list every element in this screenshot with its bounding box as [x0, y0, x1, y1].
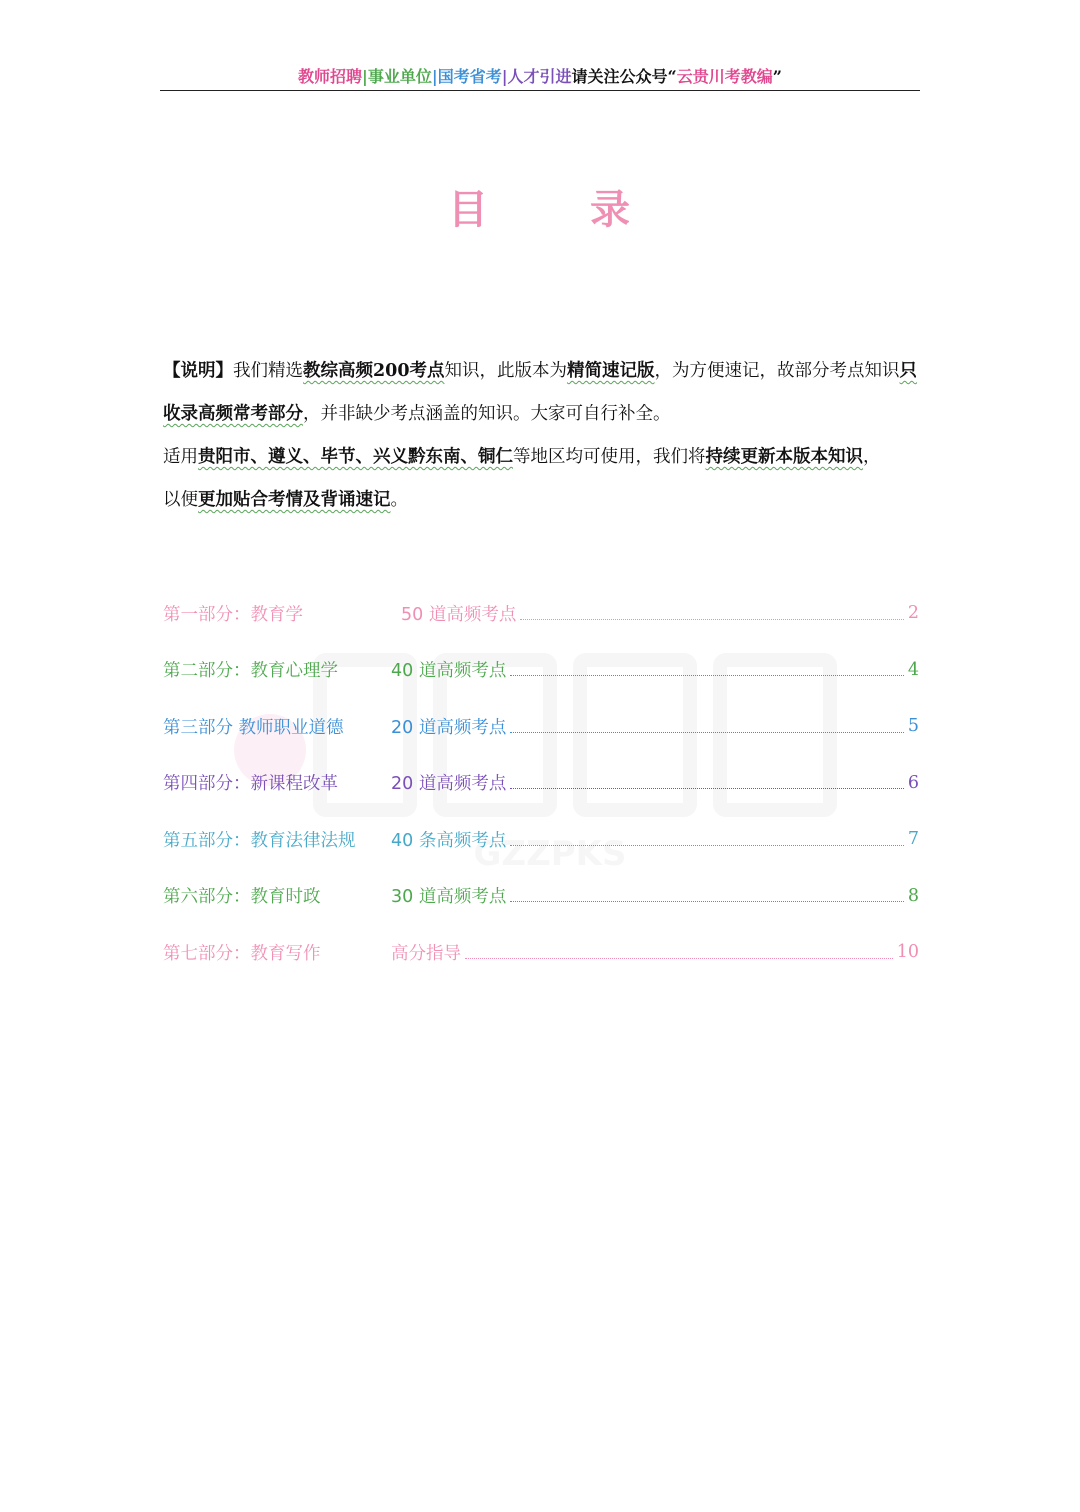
note-text: 以便 [163, 490, 198, 510]
toc-page-number: 8 [907, 885, 919, 906]
header-account-name: 云贵川考教编 [676, 67, 773, 86]
note-highlight: 只收录高频常考部分 [163, 361, 918, 424]
toc-dot-leader [510, 788, 904, 789]
header-separator: | [431, 67, 438, 86]
note-text: 知识，此版本为 [444, 361, 568, 381]
header-segment: 人才引进 [507, 67, 572, 86]
toc-part-title: 第五部分：教育法律法规 [163, 830, 356, 851]
toc-description: 30 道高频考点 [391, 887, 507, 908]
page-title [0, 178, 1080, 235]
title-char-1: 目 [448, 187, 490, 233]
note-text: 适用 [163, 447, 198, 467]
toc-dot-leader [510, 901, 904, 902]
toc-entry-5[interactable] [163, 811, 919, 868]
toc-page-number: 10 [896, 942, 919, 963]
toc-part-title: 第四部分：新课程改革 [163, 774, 338, 795]
header-divider [160, 90, 920, 91]
header-separator: | [362, 67, 368, 86]
toc-entry-1[interactable] [163, 585, 919, 642]
table-of-contents [163, 585, 919, 981]
toc-page-number: 7 [907, 829, 919, 850]
header-segment: 教师招聘 [298, 67, 363, 86]
header-segment: 请关注公众号“ [571, 67, 677, 86]
toc-page-number: 6 [907, 772, 919, 793]
toc-page-number: 2 [907, 603, 919, 624]
toc-description: 高分指导 [391, 943, 461, 964]
toc-part-title: 第二部分：教育心理学 [163, 661, 338, 682]
note-highlight: 更加贴合考情及背诵速记 [198, 490, 391, 510]
note-text: 我们精选 [233, 361, 303, 381]
header-segment: 事业单位 [367, 67, 432, 86]
header-separator: | [501, 67, 508, 86]
header-segment: 国考省考 [437, 67, 502, 86]
toc-dot-leader [465, 958, 893, 959]
toc-part-title: 第七部分：教育写作 [163, 943, 321, 964]
note-label: 【说明】 [163, 361, 233, 381]
toc-entry-4[interactable] [163, 755, 919, 812]
note-paragraph-2 [163, 436, 919, 479]
toc-entry-3[interactable] [163, 698, 919, 755]
toc-page-number: 5 [907, 716, 919, 737]
toc-part-title: 第三部分 教师职业道德 [163, 717, 344, 738]
description-note [163, 350, 919, 522]
note-text: ，为方便速记，故部分考点知识 [654, 361, 900, 381]
toc-page-number: 4 [907, 659, 919, 680]
note-paragraph-1 [163, 350, 919, 436]
toc-description: 50 道高频考点 [401, 604, 517, 625]
toc-dot-leader [510, 845, 904, 846]
note-highlight: 精简速记版 [567, 361, 655, 381]
toc-description: 20 道高频考点 [391, 774, 507, 795]
title-char-2: 录 [590, 187, 632, 233]
toc-entry-2[interactable] [163, 642, 919, 699]
note-text: 。 [390, 490, 408, 510]
toc-description: 40 道高频考点 [391, 661, 507, 682]
toc-description: 40 条高频考点 [391, 830, 507, 851]
toc-dot-leader [520, 619, 904, 620]
note-highlight: 持续更新本版本知识 [705, 447, 863, 467]
note-text: ，并非缺少考点涵盖的知识。大家可自行补全。 [303, 404, 671, 424]
toc-part-title: 第六部分：教育时政 [163, 887, 321, 908]
note-text: ， [863, 447, 881, 467]
note-text: 等地区均可使用，我们将 [513, 447, 706, 467]
note-highlight: 贵阳市、遵义、毕节、兴义黔东南、铜仁 [198, 447, 513, 467]
header-segment: ” [772, 67, 782, 86]
toc-description: 20 道高频考点 [391, 717, 507, 738]
toc-entry-6[interactable] [163, 868, 919, 925]
toc-entry-7[interactable] [163, 924, 919, 981]
page-header [160, 64, 920, 90]
toc-dot-leader [510, 732, 904, 733]
toc-dot-leader [510, 675, 904, 676]
watermark-text: GZZPKS [473, 834, 627, 874]
note-paragraph-3 [163, 479, 919, 522]
toc-part-title: 第一部分：教育学 [163, 604, 303, 625]
note-highlight: 教综高频200考点 [303, 361, 445, 381]
